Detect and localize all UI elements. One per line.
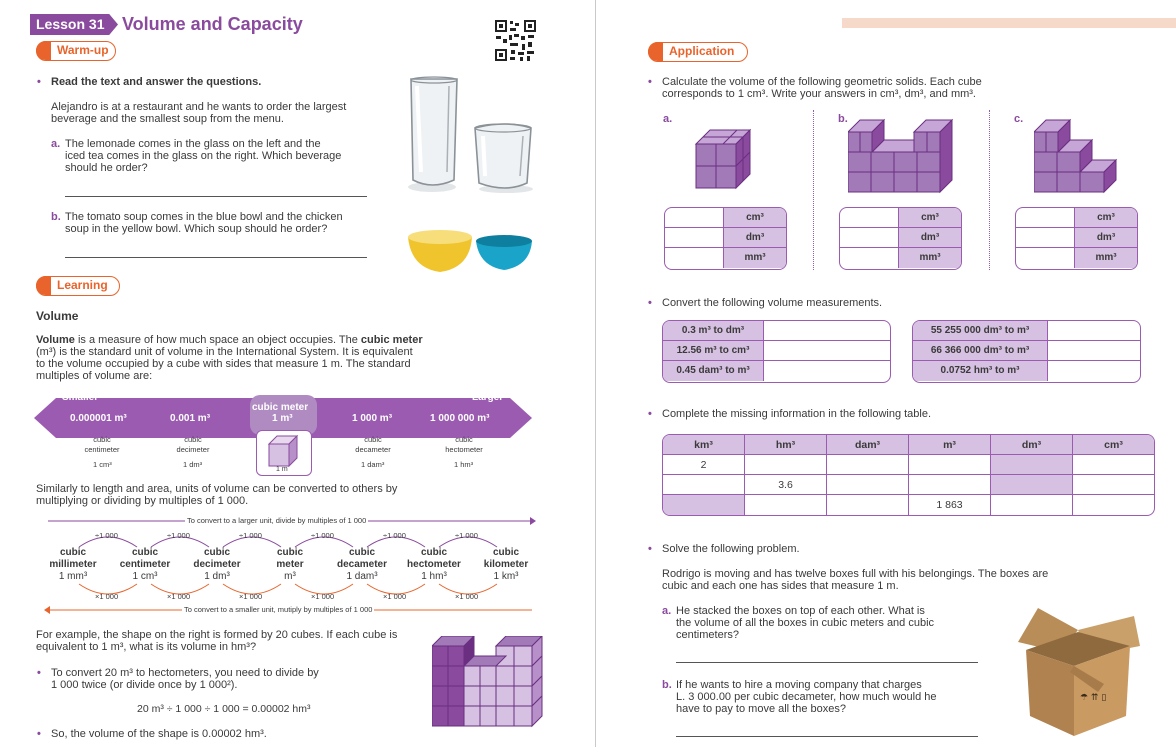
dotted-separator [813,110,814,270]
answer-cell[interactable] [764,361,890,381]
conv-unit: cubic meter m³ [276,547,304,582]
warmup-intro-1: Alejandro is at a restaurant and he wants to order the largest [51,101,347,113]
conv-unit: cubic kilometer 1 km³ [483,547,529,582]
glasses-image [405,76,535,194]
table-cell: 3.6 [745,475,827,494]
table-cell[interactable] [991,495,1073,515]
solid-a-image [694,128,752,190]
cube-icon [267,434,301,470]
conv-unit: cubic centimeter 1 cm³ [119,547,171,582]
warmup-intro-2: beverage and the smallest soup from the menu. [51,113,284,125]
table-cell: 2 [663,455,745,474]
scale-unit-abbr: 1 hm³ [454,460,474,469]
answer-cell[interactable] [1048,361,1140,381]
table-cell[interactable] [663,495,745,515]
page-header-band [842,18,1176,28]
multiply-label: ×1 000 [455,592,479,601]
question-text: soup in the yellow bowl. Which soup should he order? [65,223,328,235]
step-text: 1 000 twice (or divide once by 1 000²). [51,679,238,691]
answer-cell[interactable] [1016,248,1075,268]
question-text: have to pay to move all the boxes? [676,703,846,715]
answer-cell[interactable] [1048,341,1140,360]
question-text: • Calculate the volume of the following geometric solids. Each cube [662,76,982,88]
conversion-table-left: 0.3 m³ to dm³ 12.56 m³ to cm³ 0.45 dam³ to m³ [662,320,891,383]
qr-code-icon [494,19,537,62]
table-cell[interactable] [827,495,909,515]
answer-cell[interactable] [1016,208,1075,227]
scale-unit-name: cubic centimeter [84,435,120,454]
table-cell[interactable] [745,495,827,515]
question-text: corresponds to 1 cm³. Write your answers in cm³, dm³, and mm³. [662,88,976,100]
volume-definition: to the volume occupied by a cube with sides that measure 1 m. The standard [36,358,411,370]
cubes-shape-image [432,636,544,728]
scale-unit-abbr: 1 dm³ [183,460,203,469]
divide-label: ÷1 000 [383,531,406,540]
multiply-label: ×1 000 [167,592,191,601]
question-text: centimeters? [676,629,739,641]
volume-definition: multiples of volume are: [36,370,153,382]
table-cell[interactable] [663,475,745,494]
divide-label: ÷1 000 [311,531,334,540]
cube-side-label: 1 m [276,466,288,473]
table-cell[interactable] [827,475,909,494]
question-text: • Solve the following problem. [662,543,800,555]
answer-cell[interactable] [840,248,899,268]
scale-value: 0.001 m³ [170,413,211,424]
table-cell[interactable] [909,475,991,494]
table-cell[interactable] [1073,495,1154,515]
example-text: For example, the shape on the right is formed by 20 cubes. If each cube is [36,629,398,641]
answer-line[interactable] [65,196,367,197]
similarly-text: Similarly to length and area, units of volume can be converted to others by [36,483,398,495]
missing-info-table: km³ hm³ dam³ m³ dm³ cm³ 2 3.6 1 863 [662,434,1155,516]
volume-definition: (m³) is the standard unit of volume in the International System. It is equivalent [36,346,413,358]
scale-unit-name: cubic hectometer [445,435,483,454]
question-letter: b. [662,679,672,691]
question-text: He stacked the boxes on top of each other. What is [676,605,925,617]
solid-letter: b. [838,113,848,125]
scale-unit-name: cubic decimeter [176,435,210,454]
center-unit-title: cubic meter [252,402,309,413]
multiply-label: ×1 000 [311,592,335,601]
solid-letter: a. [663,113,673,125]
conv-unit: cubic millimeter 1 mm³ [49,547,97,582]
scale-value: 0.000001 m³ [70,413,127,424]
answer-table-c: cm³ dm³ mm³ [1015,207,1138,270]
conclusion: • So, the volume of the shape is 0.00002 hm³. [51,728,267,740]
table-cell[interactable] [827,455,909,474]
question-text: • Complete the missing information in the following table. [662,408,931,420]
problem-text: cubic and each one has sides that measure 1 m. [662,580,899,592]
larger-conversion-label: To convert to a larger unit, divide by multiples of 1 000 [187,516,367,525]
section-heading: Volume [36,309,79,323]
dotted-separator [989,110,990,270]
conv-unit: cubic decameter 1 dam³ [336,547,388,582]
conv-unit: cubic decimeter 1 dm³ [193,547,241,582]
answer-cell[interactable] [840,208,899,227]
lesson-number: Lesson 31 [36,16,105,32]
conv-unit: cubic hectometer 1 hm³ [407,547,461,582]
equation: 20 m³ ÷ 1 000 ÷ 1 000 = 0.00002 hm³ [137,703,311,715]
solid-b-image [848,118,954,202]
question-text: iced tea comes in the glass on the right. Which beverage [65,150,342,162]
table-cell[interactable] [1073,475,1154,494]
larger-label: Larger [472,392,504,403]
application-label: Application [648,42,748,62]
scale-value: 1 000 000 m³ [430,413,490,424]
scale-unit-abbr: 1 dam³ [361,460,385,469]
multiply-label: ×1 000 [239,592,263,601]
question-text: L. 3 000.00 per cubic decameter, how much would he [676,691,937,703]
solid-c-image [1034,118,1118,202]
question-letter: a. [51,138,61,150]
answer-cell[interactable] [764,321,890,340]
question-letter: b. [51,211,61,223]
table-cell[interactable] [991,455,1073,474]
step-text: • To convert 20 m³ to hectometers, you need to divide by [51,667,319,679]
similarly-text: multiplying or dividing by multiples of 1 000. [36,495,249,507]
answer-cell[interactable] [1016,228,1075,247]
table-cell[interactable] [745,455,827,474]
divide-label: ÷1 000 [239,531,262,540]
multiply-label: ×1 000 [383,592,407,601]
table-cell[interactable] [909,455,991,474]
divide-label: ÷1 000 [95,531,118,540]
learning-label: Learning [36,276,120,296]
question-text: The tomato soup comes in the blue bowl and the chicken [65,211,343,223]
answer-cell[interactable] [764,341,890,360]
table-cell[interactable] [1073,455,1154,474]
smaller-conversion-label: To convert to a smaller unit, mutiply by multiples of 1 000 [184,605,373,614]
question-text: The lemonade comes in the glass on the left and the [65,138,321,150]
bowls-image [406,228,534,274]
svg-text:☂ ⇈ ▯: ☂ ⇈ ▯ [1080,693,1107,703]
answer-table-a: cm³ dm³ mm³ [664,207,787,270]
answer-cell[interactable] [840,228,899,247]
page-divider [595,0,596,747]
question-text: If he wants to hire a moving company that charges [676,679,922,691]
table-cell: 1 863 [909,495,991,515]
answer-cell[interactable] [665,228,724,247]
conversion-table-right: 55 255 000 dm³ to m³ 66 366 000 dm³ to m³ 0.0752 hm³ to m³ [912,320,1141,383]
warmup-instruction: • Read the text and answer the questions. [51,76,261,88]
divide-label: ÷1 000 [167,531,190,540]
solid-letter: c. [1014,113,1024,125]
answer-line[interactable] [676,736,978,737]
answer-cell[interactable] [665,208,724,227]
question-text: should he order? [65,162,148,174]
example-text: equivalent to 1 m³, what is its volume in hm³? [36,641,257,653]
table-cell[interactable] [991,475,1073,494]
page-title: Volume and Capacity [122,14,303,34]
answer-line[interactable] [676,662,978,663]
warmup-label: Warm-up [36,41,116,61]
volume-definition: Volume is a measure of how much space an object occupies. The cubic meter [36,334,423,346]
question-text: • Convert the following volume measurements. [662,297,882,309]
scale-value: 1 000 m³ [352,413,393,424]
question-text: the volume of all the boxes in cubic meters and cubic [676,617,935,629]
answer-cell[interactable] [1048,321,1140,340]
cardboard-box-image [1008,604,1146,740]
center-unit-value: 1 m³ [272,413,293,424]
answer-line[interactable] [65,257,367,258]
multiply-label: ×1 000 [95,592,119,601]
answer-table-b: cm³ dm³ mm³ [839,207,962,270]
smaller-label: Smaller [62,392,99,403]
scale-unit-name: cubic decameter [355,435,391,454]
scale-unit-abbr: 1 cm³ [93,460,112,469]
answer-cell[interactable] [665,248,724,268]
question-letter: a. [662,605,672,617]
problem-text: Rodrigo is moving and has twelve boxes full with his belongings. The boxes are [662,568,1049,580]
divide-label: ÷1 000 [455,531,478,540]
